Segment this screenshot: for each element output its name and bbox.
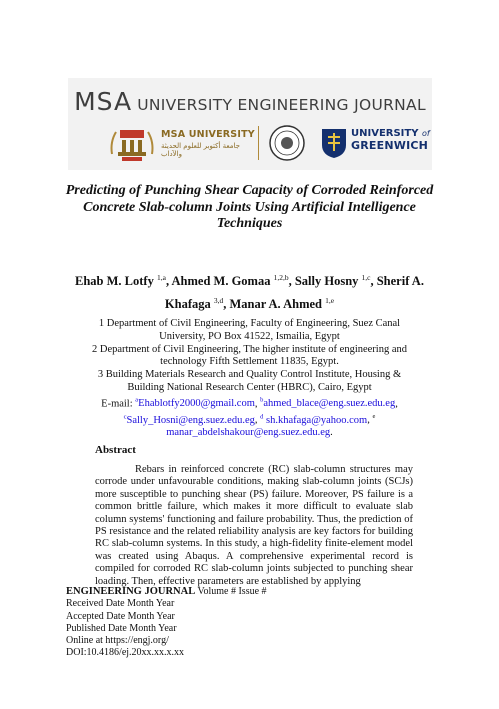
author-name: Manar A. Ahmed bbox=[229, 297, 322, 312]
author-list: Ehab M. Lotfy $^{1,a}$, Ahmed M. Gomaa $^{1,2,b}$, Sally Hosny $^{1,c}$, Sherif A. Khafaga $^{3,d}$, Manar A. Ahmed $^{1,e}$ bbox=[75, 273, 424, 312]
logo-divider bbox=[258, 126, 259, 160]
journal-title bbox=[68, 87, 432, 116]
msa-wordmark-arabic: جامعة أكتوبر للعلوم الحديثة والآداب bbox=[161, 142, 241, 158]
affiliation-3: 3 Building Materials Research and Quality Control Institute, Housing & Building National Research Center (HBRC), Cairo, Egypt bbox=[97, 369, 402, 393]
footer-doi: DOI:10.4186/ej.20xx.xx.x.xx bbox=[66, 647, 185, 659]
footer-volume-issue: Volume # Issue # bbox=[195, 586, 267, 597]
footer-accepted: Accepted Date Month Year bbox=[66, 610, 175, 622]
university-seal-icon bbox=[268, 124, 306, 162]
author-affiliation-marker: 3,d bbox=[213, 296, 224, 306]
author-name: Sally Hosny bbox=[294, 274, 359, 289]
footer-journal-name: ENGINEERING JOURNAL bbox=[66, 586, 196, 597]
footer-received: Received Date Month Year bbox=[66, 598, 175, 610]
paper-title: Predicting of Punching Shear Capacity of Corroded Reinforced Concrete Slab-column Joints Using Artificial Intelligence Techniques bbox=[65, 183, 434, 231]
journal-footer bbox=[66, 586, 267, 660]
author-affiliation-marker: 1,2,b bbox=[273, 273, 289, 282]
journal-title-rest: UNIVERSITY ENGINEERING JOURNAL bbox=[137, 96, 426, 114]
email-link-b[interactable]: $^b$ahmed_blace@eng.suez.edu.eg bbox=[260, 396, 396, 410]
greenwich-line-2: GREENWICH bbox=[351, 139, 429, 152]
abstract-heading: Abstract bbox=[95, 444, 136, 456]
author-affiliation-marker: 1,a bbox=[156, 273, 166, 282]
author-affiliation-marker: 1,e bbox=[325, 296, 335, 306]
email-e-marker: e bbox=[372, 413, 376, 421]
greenwich-wordmark bbox=[351, 128, 430, 152]
author-affiliation-marker: 1,c bbox=[361, 273, 371, 282]
author-name: Ahmed M. Gomaa bbox=[171, 274, 271, 289]
logo-row bbox=[68, 124, 432, 164]
msa-logo-icon bbox=[108, 124, 156, 164]
footer-online: Online at https://engj.org/ bbox=[66, 635, 169, 647]
affiliation-1: 1 Department of Civil Engineering, Faculty of Engineering, Suez Canal University, PO Box 41522, Ismailia, Egypt bbox=[98, 318, 401, 342]
msa-wordmark bbox=[161, 129, 261, 158]
email-line: E-mail: $^a$Ehablotfy2000@gmail.com, $^b$ahmed_blace@eng.suez.edu.eg, $^c$Sally_Hosni@eng.suez.edu.eg, $^d$ sh.khafaga@yahoo.com, $^e$ manar_abdelshakour@eng.suez.edu.eg. bbox=[101, 396, 398, 439]
greenwich-line-1: UNIVERSITY bbox=[351, 128, 419, 139]
affiliation-2: 2 Department of Civil Engineering, The higher institute of engineering and technology Fifth Settlement 11835, Egypt. bbox=[91, 343, 407, 368]
msa-wordmark-english: MSA UNIVERSITY bbox=[161, 129, 255, 140]
affiliations bbox=[85, 318, 414, 440]
author-name: Ehab M. Lotfy bbox=[75, 274, 154, 289]
email-prefix: E-mail: bbox=[101, 398, 136, 410]
greenwich-of: of bbox=[421, 129, 430, 138]
author-name: Sherif A. Khafaga bbox=[164, 274, 424, 312]
journal-banner bbox=[68, 78, 432, 170]
journal-title-msa: MSA bbox=[74, 87, 133, 116]
email-link-d[interactable]: $^d$ sh.khafaga@yahoo.com bbox=[260, 413, 368, 426]
abstract-text: Rebars in reinforced concrete (RC) slab-column structures may corrode under unfavourable conditions, making slab-column joints (SCJs) more susceptible to punching shear (PS) failure. Moreover, PS failure is a common brittle failure, which makes it more difficult to evaluate slab column systems' functioning and failure probability. Thus, the prediction of PS resistance and the related reliability analysis are key factors for building RC slab-column systems. In this study, a high-fidelity finite-element model was created using Abaqus. A comprehensive experimental record is compiled for corroded RC slab-column joints subjected to punching shear loading. Then, effective parameters are established by applying bbox=[95, 464, 413, 587]
email-link-e[interactable]: manar_abdelshakour@eng.suez.edu.eg bbox=[166, 427, 331, 439]
email-link-c[interactable]: $^c$Sally_Hosni@eng.suez.edu.eg bbox=[123, 413, 255, 426]
footer-published: Published Date Month Year bbox=[66, 622, 177, 634]
email-link-a[interactable]: $^a$Ehablotfy2000@gmail.com bbox=[135, 396, 255, 410]
greenwich-logo-icon bbox=[320, 127, 348, 159]
